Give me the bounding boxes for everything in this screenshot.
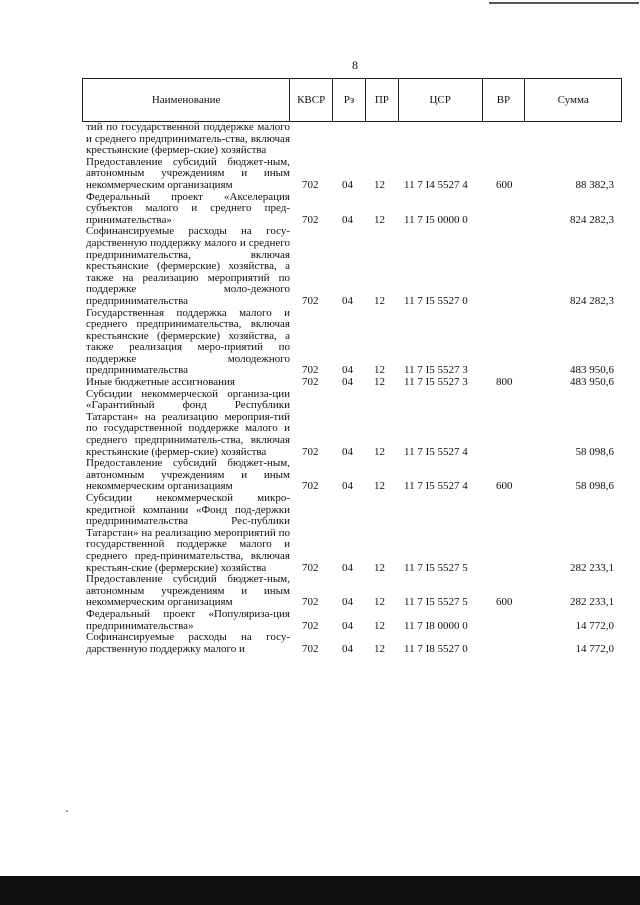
header-csr: ЦСР — [399, 79, 483, 121]
cell-rz: 04 — [342, 561, 353, 574]
cell-rz: 04 — [342, 445, 353, 458]
cell-vr: 800 — [496, 376, 513, 389]
header-kvsr: КВСР — [290, 79, 333, 121]
cell-kvsr: 702 — [302, 294, 319, 307]
cell-pr: 12 — [374, 178, 385, 191]
cell-sum: 824 282,3 — [570, 213, 614, 226]
cell-pr: 12 — [374, 619, 385, 632]
cell-csr: 11 7 I5 5527 3 — [404, 376, 468, 389]
row-values — [86, 180, 622, 192]
cell-kvsr: 702 — [302, 480, 319, 493]
table-row — [86, 226, 622, 307]
row-name: Софинансируемые расходы на госу-дарственную поддержку малого и среднего предпринимательства, включая крестьянские (фермерские) хозяйства, а также на реализацию мероприятий по поддержке моло-дежного предпринимательства — [86, 225, 290, 307]
row-values — [86, 296, 622, 308]
cell-rz: 04 — [342, 619, 353, 632]
row-name: Субсидии некоммерческой микро-кредитной компании «Фонд под-держки предпринимательства Рес-публики Татарстан» на реализацию мероприятий по государственной поддержке малого и среднего пред-принимательства, включая крестьян-ские (фермерские) хозяйства — [86, 492, 290, 574]
cell-sum: 282 233,1 — [570, 561, 614, 574]
cell-sum: 14 772,0 — [575, 642, 614, 655]
cell-sum: 483 950,6 — [570, 364, 614, 377]
cell-rz: 04 — [342, 596, 353, 609]
cell-pr: 12 — [374, 445, 385, 458]
header-vr: ВР — [483, 79, 526, 121]
cell-csr: 11 7 I5 5527 3 — [404, 364, 468, 377]
row-name: Государственная поддержка малого и среднего предпринимательства, включая крестьянские (фермерские) хозяйства, а также реализация меро-приятий по поддержке молодежного предпринимательства — [86, 306, 290, 377]
scan-bottom-edge — [0, 876, 640, 905]
table-header — [82, 78, 622, 122]
cell-rz: 04 — [342, 213, 353, 226]
cell-kvsr: 702 — [302, 561, 319, 574]
cell-pr: 12 — [374, 480, 385, 493]
row-name: тий по государственной поддержке малого и среднего предприниматель-ства, включая крестьянские (фермер-ские) хозяйства — [86, 121, 290, 157]
cell-sum: 58 098,6 — [575, 480, 614, 493]
cell-pr: 12 — [374, 642, 385, 655]
cell-vr: 600 — [496, 596, 513, 609]
cell-kvsr: 702 — [302, 376, 319, 389]
cell-kvsr: 702 — [302, 596, 319, 609]
cell-vr: 600 — [496, 178, 513, 191]
table-row — [86, 308, 622, 378]
table-row — [86, 122, 622, 157]
table-row — [86, 192, 622, 227]
cell-rz: 04 — [342, 364, 353, 377]
cell-csr: 11 7 I5 0000 0 — [404, 213, 468, 226]
header-name: Наименование — [83, 79, 290, 121]
cell-csr: 11 7 I5 5527 0 — [404, 294, 468, 307]
row-name: Предоставление субсидий бюджет-ным, автономным учреждениям и иным некоммерческим организациям — [86, 457, 290, 493]
cell-kvsr: 702 — [302, 619, 319, 632]
cell-vr: 600 — [496, 480, 513, 493]
cell-csr: 11 7 I5 5527 4 — [404, 445, 468, 458]
row-name: Предоставление субсидий бюджет-ным, автономным учреждениям и иным некоммерческим организациям — [86, 155, 290, 191]
row-name: Софинансируемые расходы на госу-дарственную поддержку малого и — [86, 631, 290, 655]
cell-kvsr: 702 — [302, 213, 319, 226]
page-number: 8 — [352, 58, 358, 72]
cell-pr: 12 — [374, 561, 385, 574]
cell-sum: 282 233,1 — [570, 596, 614, 609]
cell-rz: 04 — [342, 642, 353, 655]
table-row — [86, 157, 622, 192]
scan-edge-mark — [489, 2, 639, 4]
cell-pr: 12 — [374, 596, 385, 609]
header-rz: Рз — [333, 79, 366, 121]
cell-csr: 11 7 I8 5527 0 — [404, 642, 468, 655]
cell-sum: 824 282,3 — [570, 294, 614, 307]
cell-pr: 12 — [374, 294, 385, 307]
row-name: Федеральный проект «Популяриза-ция предпринимательства» — [86, 607, 290, 632]
cell-rz: 04 — [342, 480, 353, 493]
scan-speck — [66, 810, 68, 812]
header-pr: ПР — [366, 79, 399, 121]
table-row — [86, 377, 622, 389]
cell-csr: 11 7 I4 5527 4 — [404, 178, 468, 191]
cell-pr: 12 — [374, 376, 385, 389]
cell-kvsr: 702 — [302, 642, 319, 655]
cell-sum: 483 950,6 — [570, 376, 614, 389]
cell-pr: 12 — [374, 213, 385, 226]
cell-kvsr: 702 — [302, 364, 319, 377]
cell-kvsr: 702 — [302, 445, 319, 458]
header-sum: Сумма — [557, 94, 589, 106]
table-row — [86, 389, 622, 459]
table-row — [86, 458, 622, 493]
cell-csr: 11 7 I5 5527 5 — [404, 561, 468, 574]
cell-sum: 58 098,6 — [575, 445, 614, 458]
row-name: Предоставление субсидий бюджет-ным, автономным учреждениям и иным некоммерческим организациям — [86, 573, 290, 609]
cell-rz: 04 — [342, 294, 353, 307]
cell-csr: 11 7 I5 5527 4 — [404, 480, 468, 493]
cell-sum: 14 772,0 — [575, 619, 614, 632]
cell-pr: 12 — [374, 364, 385, 377]
cell-sum: 88 382,3 — [575, 178, 614, 191]
row-name: Иные бюджетные ассигнования — [86, 376, 235, 389]
cell-kvsr: 702 — [302, 178, 319, 191]
table-row — [86, 493, 622, 574]
row-values — [86, 644, 622, 656]
row-values — [86, 377, 622, 389]
cell-csr: 11 7 I8 0000 0 — [404, 619, 468, 632]
cell-rz: 04 — [342, 178, 353, 191]
table-row — [86, 574, 622, 609]
table-row — [86, 632, 622, 655]
table-body — [86, 122, 622, 655]
cell-rz: 04 — [342, 376, 353, 389]
cell-csr: 11 7 I5 5527 5 — [404, 596, 468, 609]
row-name: Федеральный проект «Акселерация субъектов малого и среднего пред-принимательства» — [86, 190, 290, 226]
table-row — [86, 609, 622, 632]
row-name: Субсидии некоммерческой организа-ции «Гарантийный фонд Республики Татарстан» на реализацию мероприя-тий по государственной поддержке малого и среднего предприниматель-ства, включая крестьянские (фермер-ские) хозяйства — [86, 387, 290, 458]
